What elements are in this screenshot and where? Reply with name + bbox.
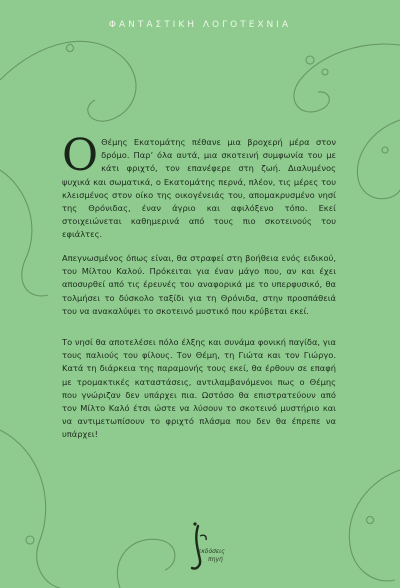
sucker-3 [67, 45, 74, 52]
sucker-4 [26, 536, 34, 544]
sucker-6 [382, 147, 388, 153]
sucker-1 [306, 56, 314, 64]
tentacle-top-right [294, 44, 400, 112]
blurb-paragraph-1 [62, 130, 336, 251]
publisher-name-line2: πηγή [208, 556, 223, 563]
tentacle-right-curve [357, 120, 400, 199]
paragraph-1 [62, 130, 336, 242]
sucker-2 [322, 69, 328, 75]
publisher-name-line1: εκδόσεις [198, 548, 225, 555]
blurb-paragraph-3 [62, 336, 336, 451]
paragraph-2: Απεγνωσμένος όπως είναι, θα στραφεί στη βοήθεια ενός ειδικού, του Μίλτου Καλού. Πρόκειται για έναν μάγο που, αν και έχει αποσυρθεί από τις έρευνές του αναφορικά με το υπερφυσικό, θα τολμήσει το δύσκολο ταξίδι για τη Θρόνιδα, στην προσπάθειά του να ανακαλύψει το σκοτεινό μυστικό που κρύβεται εκεί. [62, 253, 336, 316]
paragraph-3: Το νησί θα αποτελέσει πόλο έλξης και συνάμα φονική παγίδα, για τους παλιούς του φίλους. Τον Θέμη, τη Γιώτα και τον Γιώργο. Κατά τη διάρκεια της παραμονής τους εκεί, θα έρθουν σε επαφή με τρομακτικές καταστάσεις, αντιλαμβανόμενοι πως ο Θέμης που γνώριζαν δεν υπάρχει πια. Ωστόσο θα επιστρατεύουν από τον Μίλτο Καλό έτσι ώστε να λύσουν το σκοτεινό μυστήριο και να αντιμετωπίσουν το φριχτό πλάσμα που δεν θα έπρεπε να υπάρχει! [62, 337, 336, 440]
tentacle-bottom-right [349, 470, 400, 581]
series-title: ΦΑΝΤΑΣΤΙΚΗ ΛΟΓΟΤΕΧΝΙΑ [108, 20, 292, 30]
tentacle-top-left [0, 41, 136, 121]
sucker-5 [367, 517, 374, 524]
paragraph-1-text: Θέμης Εκατομάτης πέθανε μια βροχερή μέρα στον δρόμο. Παρ’ όλα αυτά, μια σκοτεινή συμφωνία του με κάτι φριχτό, τον επανέφερε στη ζωή. Διαλυμένος ψυχικά και σωματικά, ο Εκατομάτης περνά, πλέον, τις μέρες του κλεισμένος στον οίκο της οικογένειάς του, απομακρυσμένο νησί της Θρόνιδας, έναν άγριο και αφιλόξενο τόπο. Εκεί στοιχειώνεται καθημερινά από τους πιο σκοτεινούς του εφιάλτες. [62, 137, 336, 240]
tentacle-left-long [0, 170, 48, 296]
tentacle-bottom-left [0, 430, 60, 588]
tentacle-bottom-mid [117, 539, 175, 588]
drop-cap: Ο [62, 130, 99, 181]
blurb-paragraph-2 [62, 252, 336, 327]
